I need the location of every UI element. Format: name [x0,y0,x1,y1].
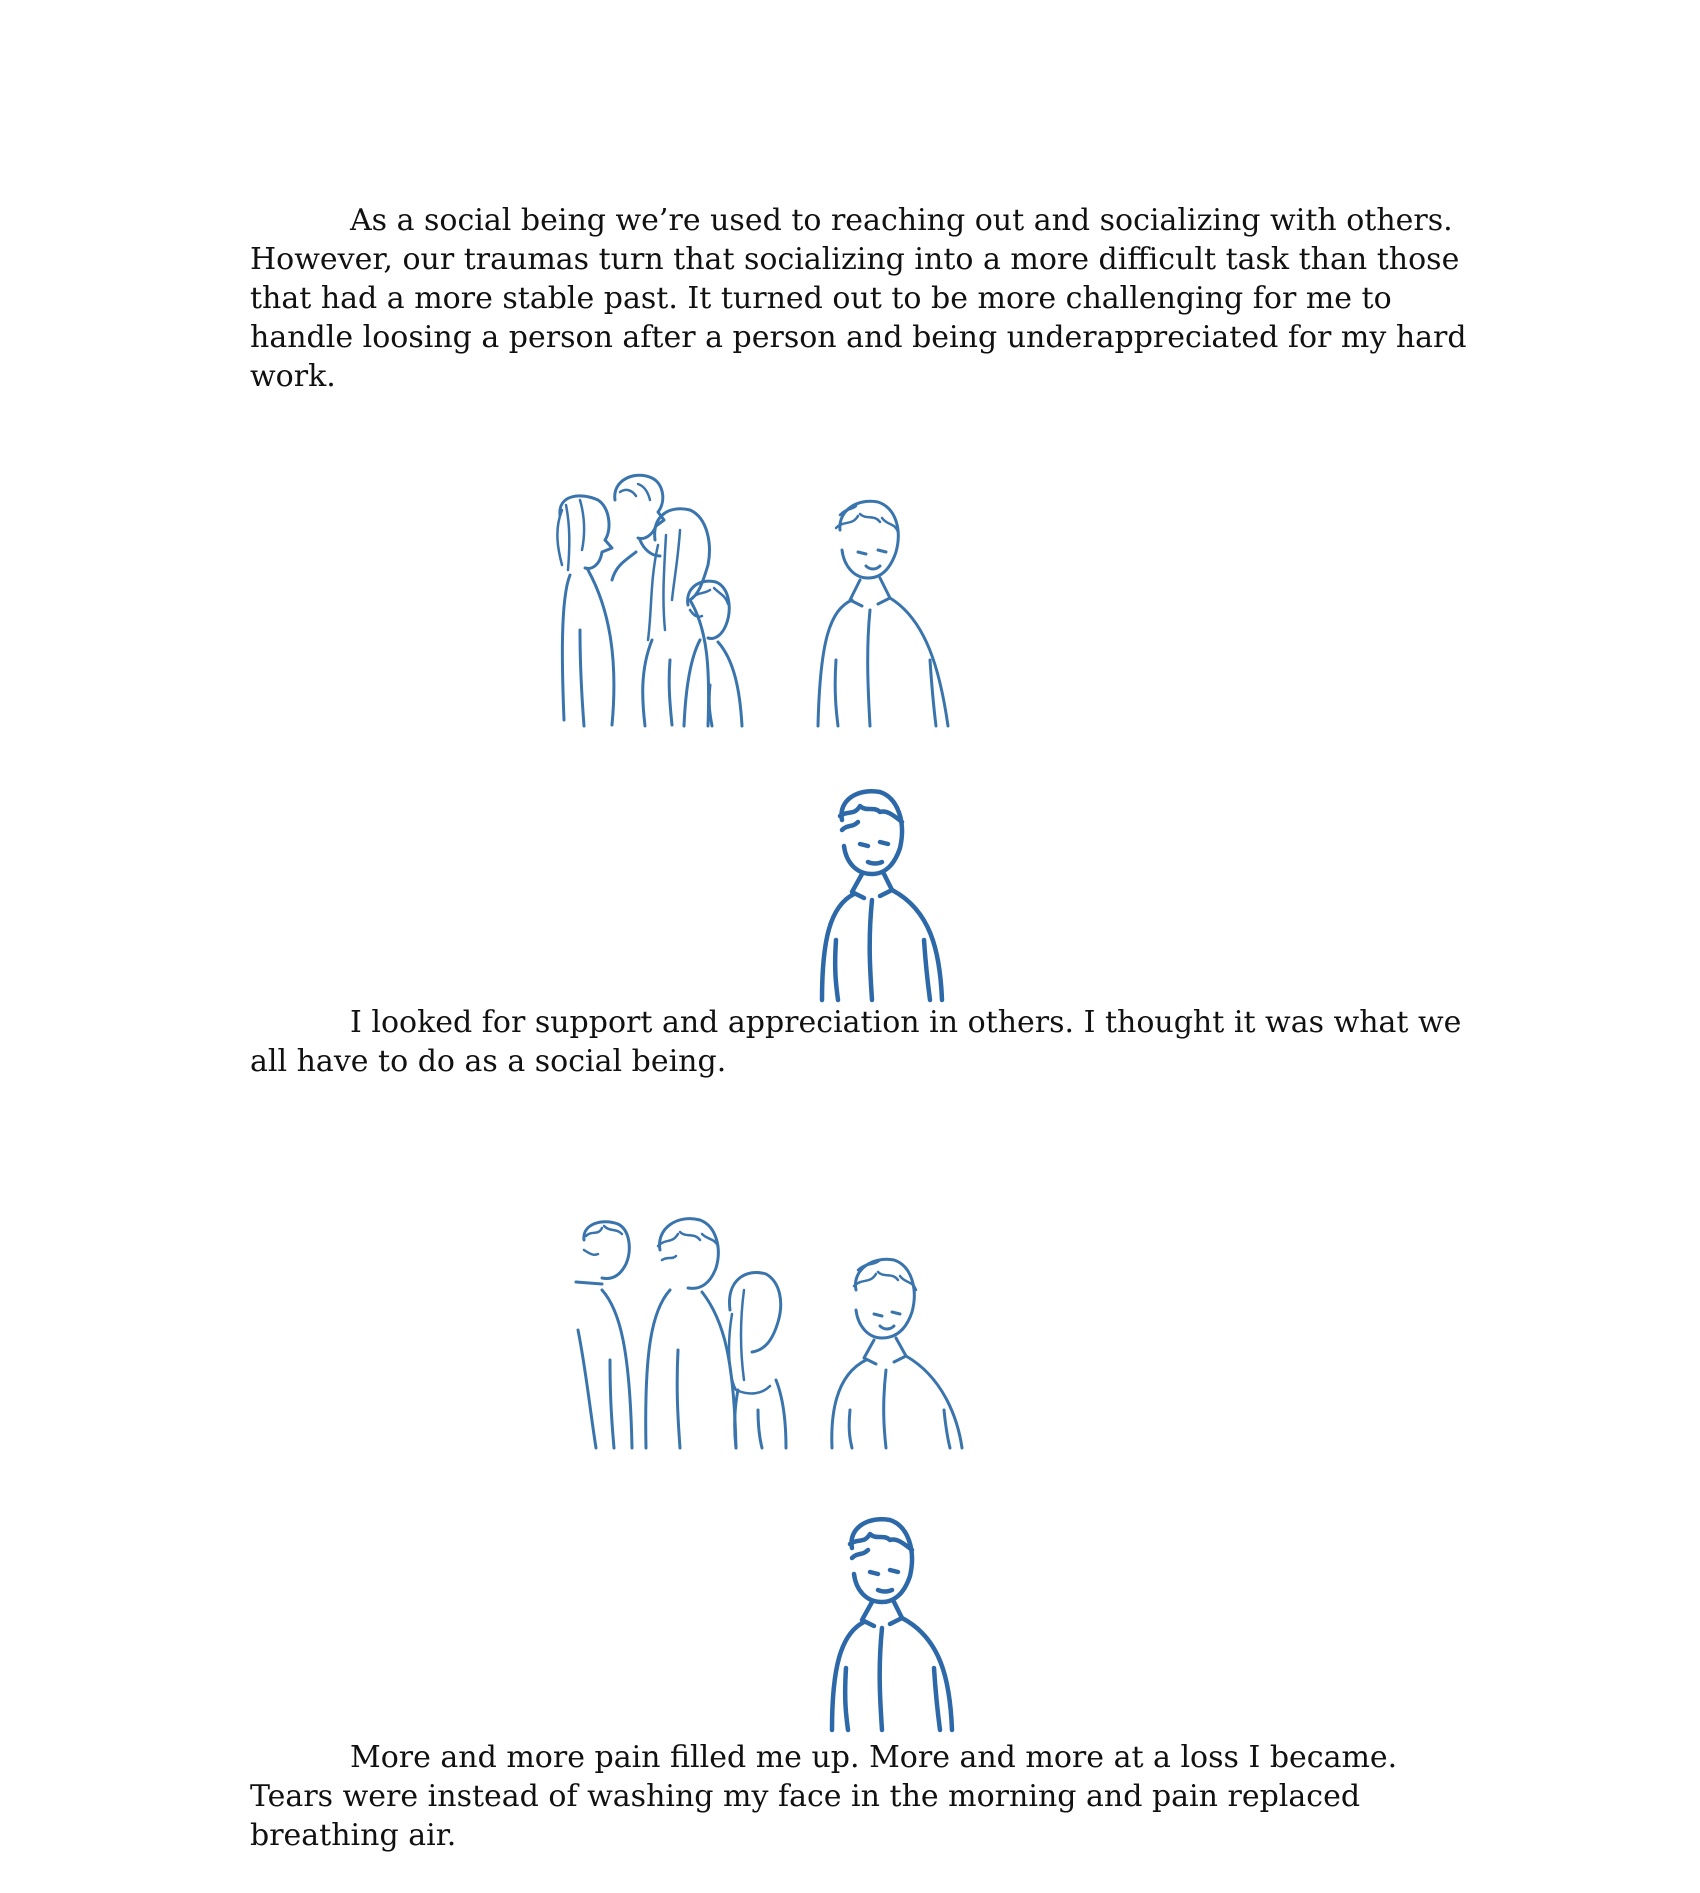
illustration-group-and-lone-figure-1 [540,470,1100,1010]
paragraph-3: More and more pain filled me up. More and more at a loss I became. Tears were instead of washing my face in the morning and pain replaced breathing air. [250,1740,1398,1853]
paragraph-2: I looked for support and appreciation in others. I thought it was what we all have to do as a social being. [250,1005,1462,1079]
sketch-people-icon [540,1210,1100,1740]
sketch-people-icon [540,470,1100,1010]
illustration-group-and-lone-figure-2 [540,1210,1100,1740]
paragraph-1: As a social being we’re used to reaching out and socializing with others. However, our traumas turn that socializing into a more difficult task than those that had a more stable past. It turned out to be more challenging for me to handle loosing a person after a person and being underappreciated for my hard work. [250,203,1467,394]
